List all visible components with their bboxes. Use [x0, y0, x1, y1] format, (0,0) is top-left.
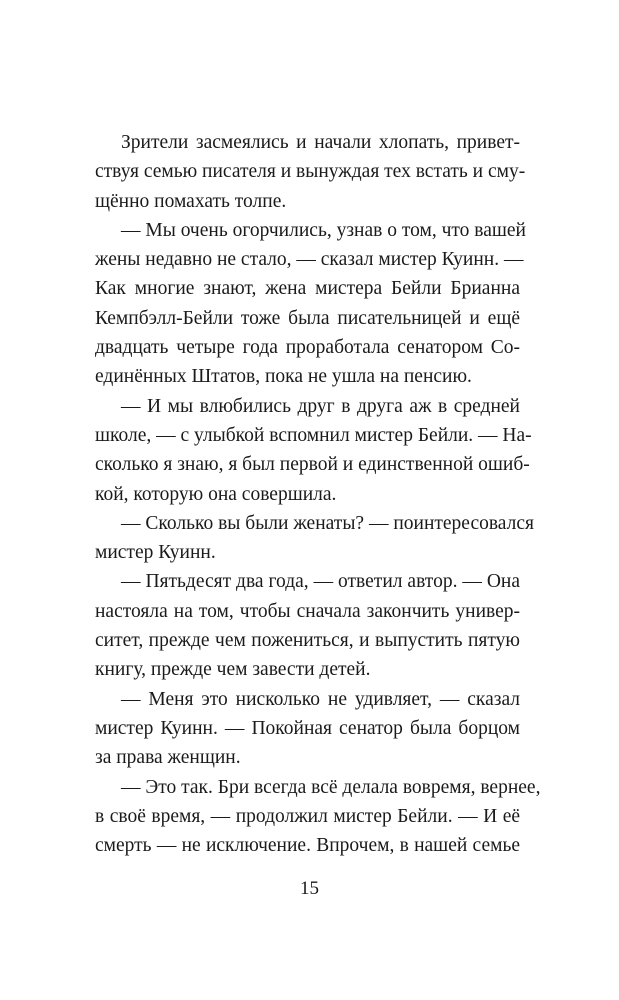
text-line: мистер Куинн. — Покойная сенатор была борцом	[95, 717, 520, 739]
text-line: щённо помахать толпе.	[95, 190, 287, 212]
text-line: мистер Куинн.	[95, 542, 216, 564]
text-line: сколько я знаю, я был первой и единственной ошиб-	[95, 454, 530, 476]
text-line: единённых Штатов, пока не ушла на пенсию.	[95, 366, 472, 388]
body-text	[95, 128, 541, 860]
text-line: смерть — не исключение. Впрочем, в нашей семье	[95, 835, 520, 857]
text-line: школе, — с улыбкой вспомнил мистер Бейли. — На-	[95, 424, 532, 446]
text-line: кой, которую она совершила.	[95, 483, 337, 505]
text-line: книгу, прежде чем завести детей.	[95, 659, 371, 681]
text-line: — Пятьдесят два года, — ответил автор. — Она	[121, 571, 520, 593]
text-line: Кемпбэлл-Бейли тоже была писательницей и ещё	[95, 307, 520, 329]
text-line: ситет, прежде чем пожениться, и выпустить пятую	[95, 630, 520, 652]
text-line: Как многие знают, жена мистера Бейли Брианна	[95, 278, 520, 300]
text-line: за права женщин.	[95, 747, 241, 769]
text-line: в своё время, — продолжил мистер Бейли. — И её	[95, 805, 520, 827]
text-line: жены недавно не стало, — сказал мистер Куинн. —	[95, 249, 524, 271]
page-number: 15	[300, 878, 319, 899]
text-line: двадцать четыре года проработала сенатором Со-	[95, 337, 520, 359]
text-line: Зрители засмеялись и начали хлопать, привет-	[121, 132, 520, 153]
text-line: — Сколько вы были женаты? — поинтересовался	[121, 512, 534, 534]
text-line: — Это так. Бри всегда всё делала вовремя, вернее,	[121, 776, 541, 798]
text-line: ствуя семью писателя и вынуждая тех встать и сму-	[95, 161, 526, 183]
text-line: — Мы очень огорчились, узнав о том, что вашей	[121, 219, 526, 241]
text-line: настояла на том, чтобы сначала закончить универ-	[95, 600, 520, 622]
text-line: — И мы влюбились друг в друга аж в средней	[121, 395, 520, 417]
text-line: — Меня это нисколько не удивляет, — сказал	[121, 688, 520, 710]
